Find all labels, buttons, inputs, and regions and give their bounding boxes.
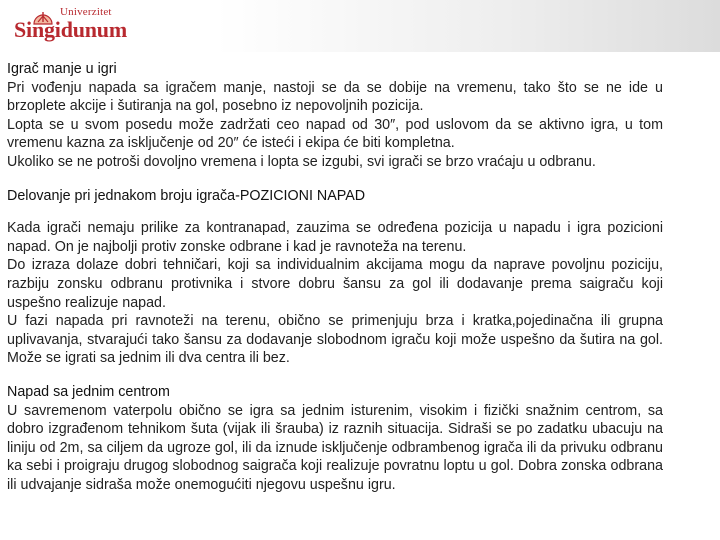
- section-heading: Napad sa jednim centrom: [7, 383, 170, 400]
- paragraph: Ukoliko se ne potroši dovoljno vremena i lopta se izgubi, svi igrači se brzo vraćaju u odbranu.: [7, 153, 596, 170]
- section-pozicioni-napad: [7, 187, 663, 368]
- logo-subtitle: Univerzitet: [60, 6, 112, 18]
- logo-title: Singidunum: [14, 17, 127, 42]
- paragraph: Pri vođenju napada sa igračem manje, nastoji se da se dobije na vremenu, tako što se ne ide u brzoplete akcije i šutiranja na gol, posebno iz nepovoljnih pozicija.: [7, 79, 663, 115]
- university-logo: [10, 4, 140, 48]
- paragraph: U savremenom vaterpolu obično se igra sa jednim isturenim, visokim i fizički snažnim centrom, sa dobro izgrađenom tehnikom šuta (vijak ili šrauba) iz raznih situacija. Sidraši se po zadatku ubacuju na liniju od 2m, sa ciljem da ugroze gol, ili da iznude isključenje odbrambenog igrača ili da privuku odbranu ka sebi i proigraju drugog slobodnog saigrača koji realizuje povratnu loptu u gol. Dobra zonska odbrana ili udvajanje sidraša može onemogućiti njegovu uspešnu igru.: [7, 402, 663, 493]
- section-igrac-manje: [7, 60, 663, 172]
- paragraph: Do izraza dolaze dobri tehničari, koji sa individualnim akcijama mogu da naprave povoljnu poziciju, razbiju zonsku odbranu protivnika i stvore dobru šansu za gol ili dodavanje prema saigraču koji uspešno realizuje napad.: [7, 257, 663, 311]
- paragraph: Kada igrači nemaju prilike za kontranapad, zauzima se određena pozicija u napadu i igra pozicioni napad. On je najbolji protiv zonske odbrane i kad je ravnoteža na terenu.: [7, 220, 663, 255]
- section-heading: Delovanje pri jednakom broju igrača-POZICIONI NAPAD: [7, 187, 366, 204]
- paragraph: Lopta se u svom posedu može zadržati ceo napad od 30″, pod uslovom da se aktivno igra, u tom vremenu kazna za isključenje od 20″ će isteći i ekipa će biti kompletna.: [7, 116, 663, 152]
- paragraph: U fazi napada pri ravnoteži na terenu, obično se primenjuju brza i kratka,pojedinačna ili grupna uplivavanja, stvarajući tako šansu za dodavanje slobodnom igraču koji može uspešno da šutira na gol. Može se igrati sa jednim ili dva centra ili bez.: [7, 313, 663, 367]
- header-bar: [0, 0, 720, 52]
- section-heading: Igrač manje u igri: [7, 61, 117, 77]
- section-jedan-centar: [7, 383, 663, 495]
- document-body: [7, 60, 663, 494]
